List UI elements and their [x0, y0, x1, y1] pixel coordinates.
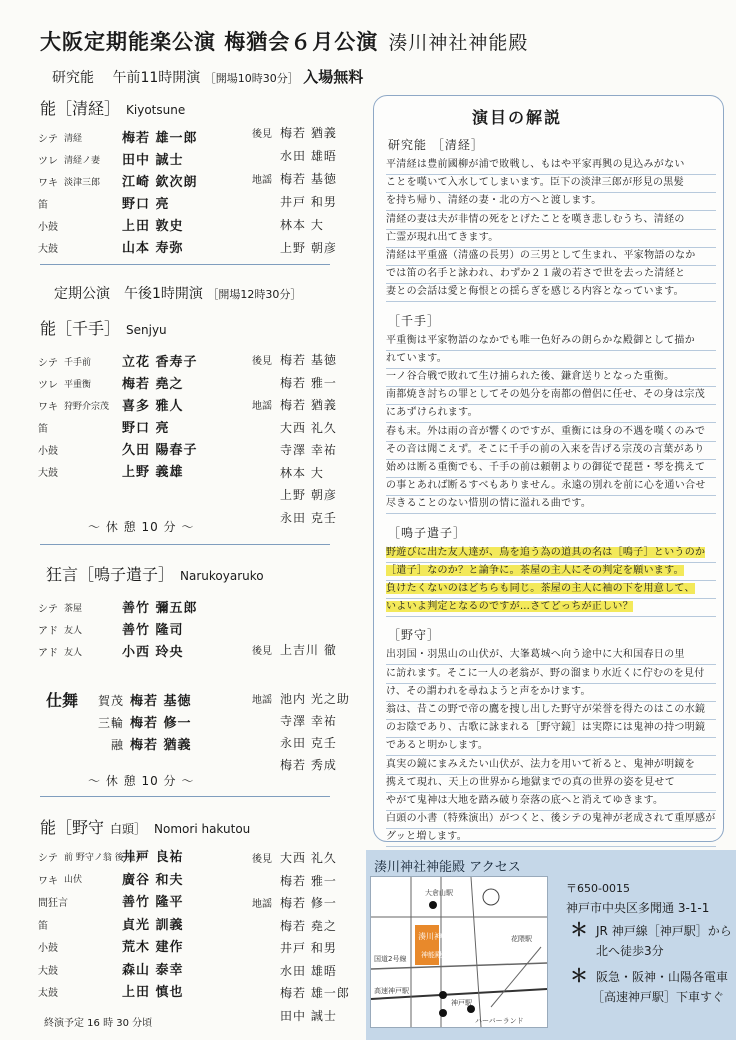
cast-row — [252, 419, 337, 436]
shimai-row — [90, 690, 192, 709]
route-hankyu: 阪急・阪神・山陽各電車 — [596, 970, 729, 984]
commentary-line — [386, 737, 716, 756]
commentary-line — [386, 192, 716, 211]
commentary-line — [386, 423, 716, 442]
cast-name: 梅若 堯之 — [122, 377, 184, 392]
cast-role: 大鼓 — [38, 965, 58, 977]
cast-character: 前 野守ノ翁 後 鬼神 — [64, 852, 145, 863]
cast-role: 地謡 — [252, 401, 272, 412]
commentary-text: 清経は平重盛（清盛の長男）の三男として生まれ、平家物語のなか — [386, 250, 696, 261]
cast-row — [252, 1007, 337, 1024]
cast-row — [38, 891, 184, 910]
cast-row — [252, 147, 337, 164]
cast-name: 山本 寿弥 — [122, 241, 184, 256]
page-title: 大阪定期能楽公演 梅猶会６月公演 湊川神社神能殿 — [40, 30, 529, 54]
cast-row — [252, 441, 337, 458]
bullet-star: ＊ — [570, 966, 588, 987]
commentary-heading: ［野守］ — [388, 628, 441, 643]
cast-row — [252, 641, 337, 658]
cast-name: 田中 誠士 — [122, 153, 184, 168]
cast-role: 後見 — [252, 854, 272, 865]
commentary-text: ［遣子］なのか？と論争に。茶屋の主人にその判定を願います。 — [386, 564, 684, 576]
cast-name: 梅若 雄一郎 — [122, 131, 198, 146]
commentary-line — [386, 828, 716, 847]
cast-name: 善竹 隆平 — [122, 895, 184, 910]
commentary-line — [386, 350, 716, 369]
cast-role: ツレ — [38, 380, 58, 391]
play2-title: 能［千手］ Senjyu — [40, 319, 167, 338]
cast-row — [38, 417, 170, 436]
shimai-row — [90, 712, 192, 731]
map-label-station: 神戸駅 — [451, 999, 472, 1007]
cast-role: 後見 — [252, 129, 272, 140]
commentary-line — [386, 774, 716, 793]
route-jr: JR 神戸線［神戸駅］から — [596, 924, 732, 938]
commentary-text: 翁は、昔この野で帝の鷹を捜し出した野守が栄誉を得たのはこの水鏡 — [386, 704, 706, 715]
cast-name: 田中 誠士 — [280, 1008, 337, 1023]
cast-row — [38, 869, 184, 888]
cast-row — [38, 193, 170, 212]
cast-role: ワキ — [38, 178, 58, 189]
cast-role: 小鼓 — [38, 222, 58, 233]
cast-role: シテ — [38, 853, 58, 864]
cast-role: アド — [38, 648, 58, 659]
intermission-2: ～ 休 憩 10 分 ～ — [88, 774, 195, 788]
cast-character: 清経 — [64, 133, 83, 144]
commentary-line — [386, 404, 716, 423]
commentary-line — [386, 156, 716, 175]
commentary-text: 白頭の小書（特殊演出）がつくと、後シテの鬼神が老成されて重厚感が — [386, 813, 716, 825]
commentary-line — [386, 174, 716, 193]
cast-row — [252, 849, 337, 866]
shrine-block — [415, 925, 439, 965]
intermission-1: ～ 休 憩 10 分 ～ — [88, 520, 195, 534]
end-time: 終演予定 16 時 30 分頃 — [44, 1018, 153, 1029]
cast-row — [38, 395, 184, 414]
shimai-piece: 融 — [110, 738, 124, 752]
cast-row — [38, 127, 198, 146]
cast-name: 梅若 雅一 — [280, 375, 337, 390]
shimai-piece: 三輪 — [97, 716, 124, 730]
commentary-title: 演目の解説 — [472, 108, 563, 127]
commentary-line — [386, 792, 716, 811]
cast-row — [38, 959, 184, 978]
map-graphic — [371, 877, 547, 1027]
cast-row — [252, 464, 324, 481]
cast-row — [38, 171, 198, 190]
access-map — [370, 876, 548, 1028]
cast-role: 地謡 — [252, 899, 272, 910]
commentary-text: 南都焼き討ちの罪としてその処分を南都の僧侶に任せ、その身は宗茂 — [386, 389, 705, 401]
cast-name: 上野 朝彦 — [280, 241, 337, 255]
commentary-line — [386, 756, 716, 775]
cast-row — [252, 894, 337, 911]
commentary-text: 春も末。外は雨の音が響くのですが、重衡には身の不遇を嘆くのみで — [386, 425, 706, 437]
cast-name: 永田 克壬 — [280, 736, 337, 750]
commentary-text: を持ち帰り、清経の妻・北の方へと渡します。 — [386, 195, 602, 207]
cast-role: シテ — [38, 604, 58, 615]
commentary-text: に訪れます。そこに一人の老翁が、野の溜まり水近くに佇むのを見付 — [386, 667, 705, 679]
commentary-text: 野遊びに出た友人達が、鳥を追う為の道具の名は［鳴子］というのか — [386, 546, 706, 558]
cast-row — [252, 486, 337, 503]
shimai-performer: 梅若 猶義 — [130, 738, 192, 753]
cast-role: 小鼓 — [38, 446, 58, 457]
commentary-line — [386, 229, 716, 248]
cast-name: 上野 朝彦 — [280, 488, 337, 502]
commentary-text: 出羽国・羽黒山の山伏が、大峯葛城へ向う途中に大和国春日の里 — [386, 649, 685, 661]
cast-name: 永田 克壬 — [280, 510, 337, 525]
cast-name: 善竹 隆司 — [122, 623, 184, 638]
cast-name: 小西 玲央 — [122, 645, 184, 660]
play4-title: 仕舞 — [46, 691, 79, 710]
cast-name: 水田 雄晤 — [280, 149, 337, 163]
play1-title: 能［清経］ Kiyotsune — [40, 99, 186, 118]
cast-row — [252, 690, 350, 707]
cast-character: 山伏 — [64, 875, 83, 885]
commentary-text: 妻との会話は愛と侮恨との揺らぎを感じる内容となっています。 — [386, 286, 684, 298]
shimai-row — [90, 734, 192, 753]
cast-name: 井戸 和男 — [280, 195, 337, 209]
cast-row — [252, 124, 337, 141]
cast-name: 井戸 良祐 — [122, 850, 184, 865]
commentary-text: のお陰であり、古歌に詠まれる［野守鏡］は実際には鬼神の持つ明鏡 — [386, 722, 706, 734]
commentary-line — [386, 368, 716, 387]
cast-row — [38, 237, 184, 256]
cast-row — [252, 756, 337, 773]
venue-name: 湊川神社神能殿 — [388, 32, 529, 54]
cast-role: ワキ — [38, 402, 58, 413]
cast-row — [252, 962, 337, 979]
map-label-hanakuma: 花隈駅 — [511, 935, 532, 943]
cast-row — [38, 215, 184, 234]
commentary-line — [386, 719, 716, 738]
commentary-line — [386, 701, 716, 720]
cast-character: 清経ノ妻 — [64, 155, 101, 166]
cast-row — [38, 914, 184, 933]
commentary-line — [386, 810, 716, 829]
cast-name: 寺澤 幸祐 — [280, 714, 337, 728]
cast-row — [252, 917, 337, 934]
commentary-text: グッと増します。 — [386, 831, 468, 843]
cast-name: 上野 義雄 — [122, 465, 184, 480]
cast-row — [38, 439, 198, 458]
cast-name: 池内 光之助 — [280, 692, 350, 706]
cast-role: 笛 — [38, 200, 48, 211]
cast-name: 梅若 基徳 — [280, 353, 337, 367]
cast-row — [38, 597, 198, 616]
cast-name: 立花 香寿子 — [122, 355, 198, 370]
cast-row — [252, 734, 337, 751]
cast-name: 梅若 雄一郎 — [280, 986, 350, 1000]
map-label-kosoku: 高速神戸駅 — [374, 987, 409, 995]
cast-role: 間狂言 — [38, 898, 68, 909]
cast-role: 笛 — [38, 424, 48, 435]
commentary-text: その音は聞こえず。そこに千手の前の入来を告げる宗茂の言葉があり — [386, 443, 705, 455]
commentary-text: にあずけられます。 — [386, 407, 478, 419]
cast-row — [252, 193, 337, 210]
cast-character: 友人 — [64, 625, 83, 636]
cast-row — [38, 461, 184, 480]
map-label-shrine: 湊川神社 — [418, 932, 450, 941]
commentary-line — [386, 265, 716, 284]
cast-name: 善竹 彌五郎 — [122, 601, 198, 616]
commentary-line — [386, 211, 716, 230]
shimai-performer: 梅若 基徳 — [130, 694, 192, 709]
commentary-line — [386, 580, 716, 599]
cast-name: 江崎 欽次朗 — [122, 175, 198, 190]
cast-name: 林本 大 — [280, 218, 324, 232]
cast-row — [38, 641, 184, 660]
cast-name: 梅若 基徳 — [280, 172, 337, 186]
cast-row — [38, 846, 184, 865]
cast-name: 大西 礼久 — [280, 420, 337, 435]
map-label-daikai: 大倉山駅 — [425, 889, 453, 897]
cast-row — [252, 984, 350, 1001]
cast-row — [38, 149, 184, 168]
commentary-line — [386, 247, 716, 266]
commentary-line — [386, 544, 716, 563]
commentary-text: 平重衡は平家物語のなかでも唯一色好みの朗らかな殿御として描か — [386, 334, 695, 346]
commentary-text: 清経の妻は夫が非情の死をとげたことを嘆き悲しむうち、清経の — [386, 213, 685, 225]
cast-role: 後見 — [252, 356, 272, 367]
cast-name: 喜多 雅人 — [122, 399, 184, 414]
commentary-text: 亡霊が現れ出てきます。 — [386, 231, 499, 243]
commentary-text: の事とあれば断るすべもありません。永遠の別れを前に心を通い合せ — [386, 480, 706, 492]
cast-name: 森山 泰幸 — [122, 962, 184, 978]
cast-row — [252, 509, 337, 526]
commentary-text: いよいよ判定となるのですが…さてどっちが正しい？ — [386, 601, 633, 613]
cast-role: 太鼓 — [38, 988, 58, 999]
cast-role: 笛 — [38, 920, 48, 932]
cast-name: 水田 雄晤 — [280, 963, 337, 978]
session2-header: 定期公演 午後1時開演 ［開場12時30分］ — [54, 286, 302, 302]
cast-role: 地謡 — [252, 695, 272, 706]
commentary-line — [386, 283, 716, 302]
commentary-text: ことを嘆いて入水してしまいます。臣下の淡津三郎が形見の黒髪 — [386, 177, 684, 189]
commentary-line — [386, 598, 716, 617]
cast-row — [38, 981, 184, 1000]
cast-row — [252, 239, 337, 256]
commentary-text: 真実の鏡にまみえたい山伏が、法力を用いて祈ると、鬼神が明鏡を — [386, 758, 695, 770]
route-jr-walk: 北へ徒歩3分 — [596, 944, 664, 958]
cast-row — [252, 872, 337, 889]
commentary-heading: ［鳴子遣子］ — [388, 525, 467, 540]
commentary-heading: 研究能 ［清経］ — [388, 138, 484, 152]
cast-name: 野口 亮 — [122, 197, 170, 212]
cast-role: アド — [38, 626, 58, 637]
cast-role: シテ — [38, 134, 58, 145]
cast-role: 後見 — [252, 646, 272, 657]
commentary-line — [386, 646, 716, 665]
play3-title: 狂言［鳴子遣子］ Narukoyaruko — [46, 565, 264, 584]
commentary-text: 平清経は豊前國柳が浦で敗戦し、もはや平家再興の見込みがない — [386, 159, 685, 170]
commentary-text: であると明かします。 — [386, 740, 489, 752]
cast-role: 大鼓 — [38, 468, 58, 479]
commentary-line — [386, 495, 716, 514]
session1-header: 研究能 午前11時開演 ［開場10時30分］ 入場無料 — [52, 68, 364, 86]
cast-row — [252, 216, 324, 233]
cast-character: 茶屋 — [64, 603, 83, 614]
cast-row — [252, 712, 337, 729]
commentary-text: け、その謂われを尋ねようと声をかけます。 — [386, 685, 591, 697]
cast-row — [38, 351, 198, 370]
cast-role: 地謡 — [252, 175, 272, 186]
cast-row — [38, 373, 184, 392]
cast-name: 井戸 和男 — [280, 941, 337, 955]
cast-role: 小鼓 — [38, 943, 58, 954]
cast-name: 梅若 雅一 — [280, 873, 337, 888]
cast-name: 廣谷 和夫 — [122, 872, 184, 888]
map-label-road: 国道2号線 — [374, 955, 407, 963]
commentary-line — [386, 477, 716, 496]
cast-row — [252, 374, 337, 391]
cast-name: 林本 大 — [280, 465, 324, 480]
commentary-line — [386, 562, 716, 581]
cast-row — [252, 170, 337, 187]
cast-name: 上吉川 徹 — [280, 643, 337, 657]
cast-name: 梅若 猶義 — [280, 398, 337, 412]
access-title: 湊川神社神能殿 アクセス — [374, 860, 521, 875]
cast-name: 梅若 猶義 — [280, 126, 337, 140]
cast-name: 梅若 堯之 — [280, 918, 337, 933]
commentary-text: れています。 — [386, 352, 447, 364]
cast-row — [252, 939, 337, 956]
cast-row — [252, 351, 337, 368]
cast-role: ワキ — [38, 875, 58, 887]
map-label-harbor: ハーバーランド — [475, 1017, 524, 1025]
cast-name: 上田 慎也 — [122, 985, 184, 1000]
cast-row — [252, 396, 337, 413]
play5-title: 能［野守 白頭］ Nomori hakutou — [40, 818, 251, 837]
commentary-heading: ［千手］ — [388, 313, 441, 328]
cast-role: 大鼓 — [38, 244, 58, 255]
cast-character: 狩野介宗茂 — [64, 401, 110, 412]
cast-role: シテ — [38, 358, 58, 369]
cast-row — [38, 936, 184, 955]
commentary-text: 始めは断る重衡でも、千手の前は頼朝よりの御従で琵琶・琴を携えて — [386, 462, 706, 473]
postal-code: 〒650-0015 — [566, 882, 630, 895]
commentary-text: では笛の名手と詠われ、わずか２１歳の若さで世を去った清経と — [386, 268, 686, 280]
commentary-line — [386, 683, 716, 702]
address: 神戸市中央区多聞通 3-1-1 — [566, 901, 710, 915]
cast-role: ツレ — [38, 156, 58, 167]
cast-name: 上田 敦史 — [122, 219, 184, 234]
cast-name: 貞光 訓義 — [122, 917, 184, 933]
commentary-line — [386, 441, 716, 460]
cast-name: 大西 礼久 — [280, 851, 337, 865]
divider — [40, 796, 330, 797]
route-kosoku: ［高速神戸駅］下車すぐ — [592, 990, 725, 1004]
commentary-line — [386, 332, 716, 351]
commentary-line — [386, 386, 716, 405]
cast-row — [38, 619, 184, 638]
cast-name: 梅若 秀成 — [280, 758, 337, 772]
commentary-line — [386, 665, 716, 684]
bullet-star: ＊ — [570, 920, 588, 941]
divider — [40, 544, 330, 545]
commentary-text: 負けたくないのはどちらも同じ。茶屋の主人に袖の下を用意して、 — [386, 583, 695, 594]
cast-name: 荒木 建作 — [122, 940, 184, 955]
commentary-text: やがて鬼神は大地を踏み破り奈落の底へと消えてゆきます。 — [386, 795, 664, 806]
cast-character: 友人 — [64, 647, 83, 658]
shimai-piece: 賀茂 — [97, 694, 124, 708]
cast-character: 淡津三郎 — [64, 177, 101, 188]
cast-name: 久田 陽春子 — [122, 443, 198, 458]
cast-character: 千手前 — [64, 357, 92, 368]
commentary-line — [386, 459, 716, 478]
commentary-text: 尽きることのない惜別の情に溢れる曲です。 — [386, 498, 592, 510]
shimai-performer: 梅若 修一 — [130, 716, 192, 731]
cast-character: 平重衡 — [64, 379, 92, 390]
divider — [40, 264, 330, 265]
map-label-nohden: 神能殿 — [421, 951, 442, 959]
cast-name: 寺澤 幸祐 — [280, 443, 337, 457]
commentary-text: 一ノ谷合戦で敗れて生け捕られた後、鎌倉送りとなった重衡。 — [386, 371, 675, 382]
cast-name: 野口 亮 — [122, 421, 170, 436]
commentary-text: 携えて現れ、天上の世界から地獄までの真の世界の姿を見せて — [386, 776, 675, 788]
cast-name: 梅若 修一 — [280, 896, 337, 910]
